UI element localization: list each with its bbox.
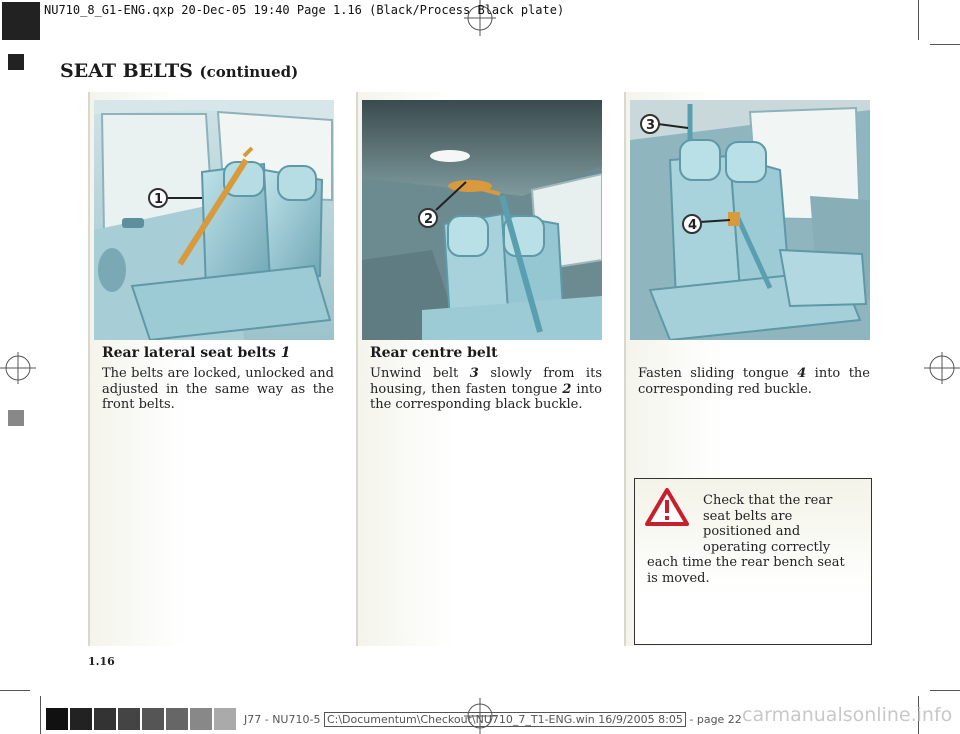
callout-4-label: 4 [688, 218, 698, 233]
crop-line-right [930, 44, 960, 45]
warning-text-wrap [647, 493, 859, 586]
print-slug: NU710_8_G1-ENG.qxp 20-Dec-05 19:40 Page 1.16 (Black/Process Black plate) [44, 3, 565, 17]
swatch-4 [118, 708, 140, 730]
swatch-2 [70, 708, 92, 730]
title-continued: (continued) [199, 63, 299, 81]
crop-line-top-right [918, 0, 919, 40]
crop-mark-left-gray [8, 410, 24, 426]
warning-text: Check that the rear seat belts are positioned and operating correctly each time the rear bench seat is moved. [647, 493, 845, 586]
swatch-1 [46, 708, 68, 730]
crop-line-right-bottom [930, 690, 960, 691]
callout-2-label: 2 [424, 212, 434, 227]
footer-info [244, 713, 742, 726]
swatch-3 [94, 708, 116, 730]
ref-3: 3 [469, 366, 479, 381]
ref-2: 2 [562, 381, 572, 397]
callout-1-label: 1 [154, 192, 164, 207]
footer-path: C:\Documentum\Checkout\NU710_7_T1-ENG.win 16/9/2005 8:05 [324, 712, 686, 727]
swatch-8 [214, 708, 236, 730]
swatch-5 [142, 708, 164, 730]
photo-rear-lateral-seat-belt [94, 100, 334, 340]
text-rear-centre-belt: Unwind belt 3 slowly from its housing, then fasten tongue 2 into the corresponding black buckle. [370, 366, 602, 412]
page-number: 1.16 [88, 655, 115, 668]
footer-suffix: - page 22 [689, 713, 742, 726]
ref-4: 4 [797, 366, 807, 381]
warning-box [634, 478, 872, 645]
text-rear-lateral-seat-belts: The belts are locked, unlocked and adjusted in the same way as the front belts. [102, 366, 334, 412]
crop-mark-left-square [8, 54, 24, 70]
footer-prefix: J77 - NU710-5 [244, 713, 321, 726]
swatch-6 [166, 708, 188, 730]
heading-rear-lateral-seat-belts: Rear lateral seat belts 1 [102, 345, 291, 361]
page-title [60, 60, 298, 82]
callout-3-label: 3 [646, 118, 656, 133]
title-main: SEAT BELTS [60, 60, 193, 82]
crop-line-left-bottom [0, 690, 30, 691]
crop-mark-top-left [2, 2, 40, 40]
heading-rear-centre-belt: Rear centre belt [370, 345, 498, 361]
swatch-7 [190, 708, 212, 730]
heading-ref-1: 1 [280, 345, 291, 361]
photo-rear-centre-belt [362, 100, 602, 340]
registration-mark-left [0, 348, 40, 388]
text-sliding-tongue: Fasten sliding tongue 4 into the corresponding red buckle. [638, 366, 870, 397]
crop-line-bottom-left [40, 696, 41, 734]
photo-sliding-tongue [630, 100, 870, 340]
watermark: carmanualsonline.info [742, 704, 953, 726]
registration-mark-right [922, 348, 960, 388]
